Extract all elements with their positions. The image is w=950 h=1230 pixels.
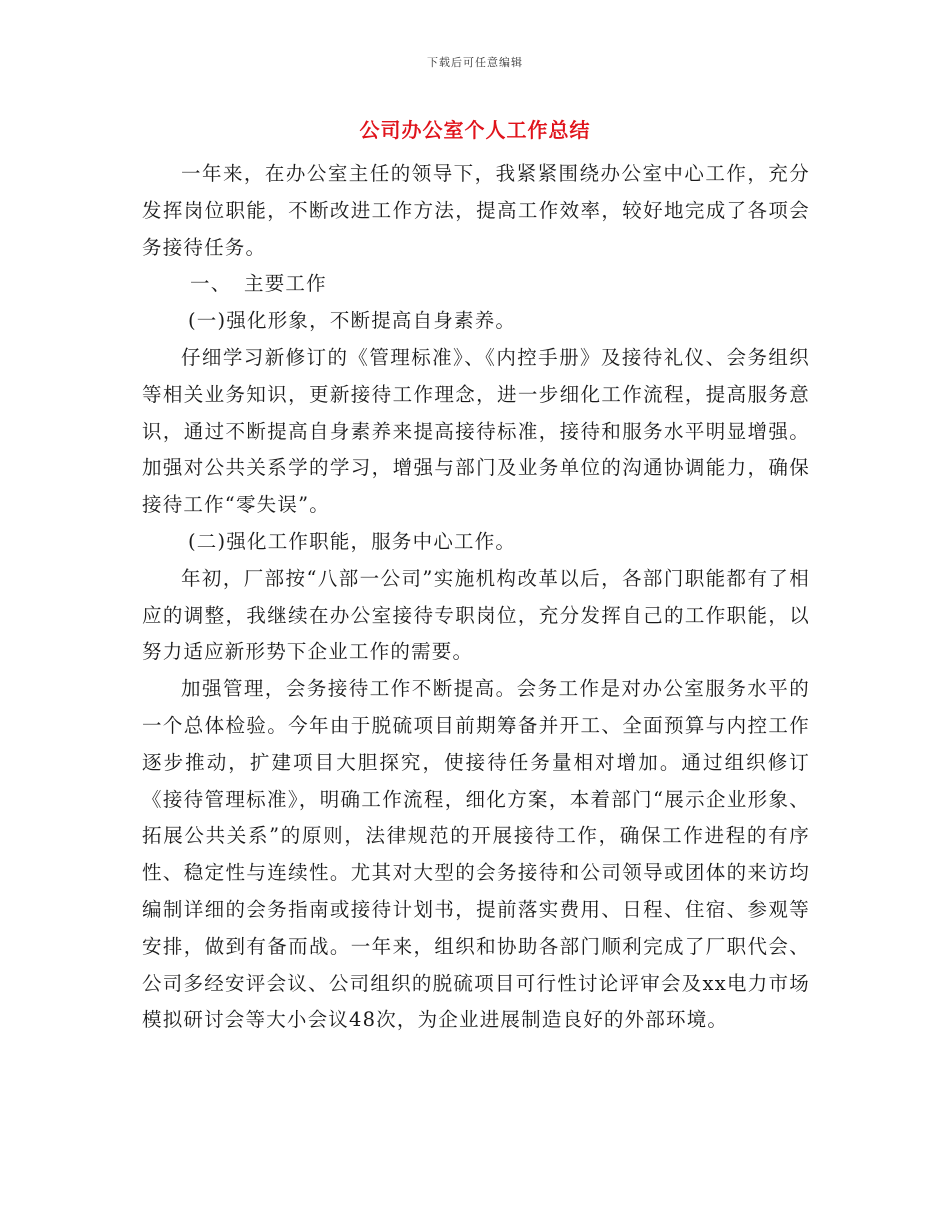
section-title: 主要工作 [244, 272, 327, 296]
subsection-paragraph-reform: 年初，厂部按“八部一公司”实施机构改革以后，各部门职能都有了相应的调整，我继续在办公室接待专职岗位，充分发挥自己的工作职能，以努力适应新形势下企业工作的需要。 [142, 566, 810, 664]
section-heading-main-work [142, 266, 810, 303]
subsection-paragraph-management: 加强管理，会务接待工作不断提高。会务工作是对办公室服务水平的一个总体检验。今年由于脱硫项目前期筹备并开工、全面预算与内控工作逐步推动，扩建项目大胆探究，使接待任务量相对增加。通过组织修订《接待管理标准》，明确工作流程，细化方案，本着部门“展示企业形象、拓展公共关系”的原则，法律规范的开展接待工作，确保工作进程的有序性、稳定性与连续性。尤其对大型的会务接待和公司领导或团体的来访均编制详细的会务指南或接待计划书，提前落实费用、日程、住宿、参观等安排，做到有备而战。一年来，组织和协助各部门顺利完成了厂职代会、公司多经安评会议、公司组织的脱硫项目可行性讨论评审会及xx电力市场模拟研讨会等大小会议48次，为企业进展制造良好的外部环境。 [142, 677, 810, 1032]
document-title: 公司办公室个人工作总结 [359, 118, 591, 142]
document-body [142, 156, 810, 1039]
subsection-paragraph-image: 仔细学习新修订的《管理标准》、《内控手册》及接待礼仪、会务组织等相关业务知识，更新接待工作理念，进一步细化工作流程，提高服务意识，通过不断提高自身素养来提高接待标准，接待和服务水平明显增强。加强对公共关系学的学习，增强与部门及业务单位的沟通协调能力，确保接待工作“零失误”。 [142, 345, 810, 517]
header-note: 下载后可任意编辑 [427, 56, 523, 69]
subsection-heading-image: (一)强化形象，不断提高自身素养。 [188, 309, 517, 333]
intro-paragraph: 一年来，在办公室主任的领导下，我紧紧围绕办公室中心工作，充分发挥岗位职能，不断改进工作方法，提高工作效率，较好地完成了各项会务接待任务。 [142, 162, 810, 259]
subsection-heading-function: (二)强化工作职能，服务中心工作。 [188, 529, 517, 553]
section-number: 一、 [190, 272, 232, 296]
